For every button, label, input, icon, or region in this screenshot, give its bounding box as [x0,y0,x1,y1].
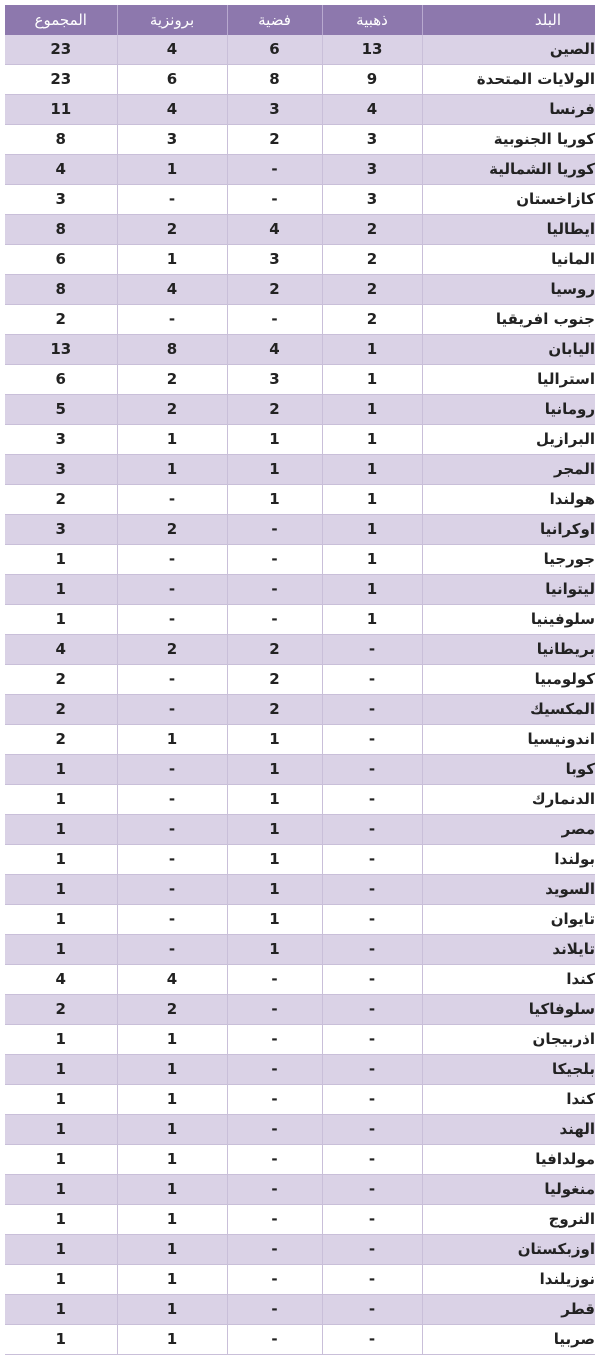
table-row [5,185,595,215]
cell-total: 1 [5,1295,117,1325]
cell-country: بولندا [554,850,595,868]
cell-total: 1 [5,1265,117,1295]
cell-total: 1 [5,1145,117,1175]
cell-total: 2 [5,695,117,725]
cell-bronze: 1 [117,1055,227,1085]
cell-gold: 2 [322,275,422,305]
table-row [5,215,595,245]
cell-bronze: 8 [117,335,227,365]
cell-bronze: - [117,575,227,605]
cell-silver: 1 [227,425,322,455]
cell-gold: 1 [322,515,422,545]
cell-silver: 1 [227,935,322,965]
table-row [5,1235,595,1265]
cell-silver: - [227,185,322,215]
cell-bronze: 2 [117,215,227,245]
cell-total: 3 [5,515,117,545]
cell-total: 1 [5,1325,117,1355]
cell-country: اوكرانيا [539,520,595,538]
table-row [5,635,595,665]
table-row [5,1025,595,1055]
table-row [5,605,595,635]
cell-gold: - [322,1295,422,1325]
header-row [5,5,595,35]
table-row [5,275,595,305]
cell-country: تايوان [550,910,595,928]
cell-total: 1 [5,755,117,785]
table-row [5,965,595,995]
table-header [5,5,595,35]
cell-gold: 1 [322,545,422,575]
table-row [5,245,595,275]
cell-total: 3 [5,425,117,455]
cell-gold: 2 [322,245,422,275]
cell-country: هولندا [549,490,595,508]
cell-bronze: 3 [117,125,227,155]
cell-silver: - [227,1055,322,1085]
cell-bronze: - [117,695,227,725]
cell-silver: - [227,1085,322,1115]
cell-total: 2 [5,305,117,335]
cell-silver: 1 [227,845,322,875]
cell-total: 1 [5,1175,117,1205]
cell-bronze: 2 [117,635,227,665]
cell-silver: 2 [227,665,322,695]
cell-bronze: 1 [117,1025,227,1055]
cell-country: صربيا [553,1330,595,1348]
table-row [5,95,595,125]
cell-country: البرازيل [535,430,595,448]
cell-country: اليابان [548,340,595,358]
cell-total: 5 [5,395,117,425]
table-row [5,935,595,965]
cell-country: رومانيا [544,400,595,418]
cell-gold: - [322,1115,422,1145]
cell-bronze: 1 [117,1145,227,1175]
cell-country: كوبا [565,760,595,778]
cell-total: 1 [5,935,117,965]
cell-silver: 2 [227,275,322,305]
cell-country: المانيا [551,250,595,268]
table-row [5,365,595,395]
cell-gold: - [322,1235,422,1265]
cell-country: مولدافيا [535,1150,595,1168]
cell-gold: - [322,1085,422,1115]
table-row [5,155,595,185]
cell-bronze: - [117,875,227,905]
cell-silver: 1 [227,755,322,785]
cell-silver: 6 [227,35,322,65]
cell-gold: - [322,1025,422,1055]
cell-gold: - [322,665,422,695]
cell-country: بريطانيا [536,640,595,658]
cell-silver: - [227,1295,322,1325]
cell-bronze: 4 [117,95,227,125]
table-row [5,1085,595,1115]
cell-gold: 4 [322,95,422,125]
cell-bronze: 1 [117,1085,227,1115]
table-row [5,545,595,575]
cell-total: 1 [5,1025,117,1055]
cell-silver: 8 [227,65,322,95]
cell-bronze: - [117,605,227,635]
cell-total: 13 [5,335,117,365]
cell-silver: - [227,965,322,995]
cell-gold: 3 [322,125,422,155]
cell-total: 23 [5,35,117,65]
cell-gold: - [322,635,422,665]
cell-gold: 13 [322,35,422,65]
table-row [5,65,595,95]
medal-table [5,5,595,1355]
cell-gold: - [322,1325,422,1355]
cell-total: 8 [5,125,117,155]
cell-silver: - [227,1325,322,1355]
cell-silver: 1 [227,815,322,845]
cell-total: 1 [5,875,117,905]
cell-country: سلوفاكيا [528,1000,595,1018]
cell-country: اندونيسيا [527,730,595,748]
cell-silver: 3 [227,365,322,395]
cell-country: استراليا [537,370,595,388]
cell-silver: 1 [227,905,322,935]
cell-gold: - [322,905,422,935]
table-row [5,1205,595,1235]
cell-gold: 3 [322,185,422,215]
table-row [5,665,595,695]
cell-bronze: 1 [117,1175,227,1205]
cell-bronze: 4 [117,965,227,995]
cell-silver: - [227,305,322,335]
table-row [5,875,595,905]
table-row [5,905,595,935]
table-row [5,845,595,875]
cell-gold: 1 [322,335,422,365]
table-row [5,35,595,65]
cell-bronze: - [117,815,227,845]
cell-bronze: 1 [117,1295,227,1325]
table-row [5,1145,595,1175]
cell-gold: 1 [322,365,422,395]
cell-bronze: 6 [117,65,227,95]
cell-total: 1 [5,1055,117,1085]
cell-gold: - [322,1265,422,1295]
cell-silver: 3 [227,245,322,275]
table-row [5,1295,595,1325]
cell-total: 1 [5,845,117,875]
cell-country: كندا [566,1090,595,1108]
cell-country: كوريا الجنوبية [493,130,595,148]
cell-bronze: 2 [117,995,227,1025]
cell-gold: - [322,1175,422,1205]
cell-country: بلجيكا [551,1060,595,1078]
cell-country: كوريا الشمالية [489,160,595,178]
cell-total: 1 [5,815,117,845]
cell-silver: - [227,155,322,185]
cell-total: 8 [5,215,117,245]
table-row [5,305,595,335]
table-row [5,695,595,725]
cell-total: 1 [5,1115,117,1145]
table-row [5,395,595,425]
cell-gold: 1 [322,575,422,605]
cell-country: قطر [561,1300,595,1318]
cell-gold: - [322,1145,422,1175]
cell-gold: 2 [322,305,422,335]
cell-bronze: - [117,545,227,575]
header-bronze: برونزية [117,5,227,35]
cell-country: جنوب افريقيا [495,310,595,328]
cell-country: ليتوانيا [545,580,595,598]
cell-silver: - [227,995,322,1025]
cell-gold: - [322,1205,422,1235]
cell-gold: - [322,995,422,1025]
cell-bronze: - [117,755,227,785]
cell-bronze: 1 [117,1325,227,1355]
cell-total: 4 [5,965,117,995]
cell-country: سلوفينيا [530,610,595,628]
table-row [5,815,595,845]
cell-total: 23 [5,65,117,95]
cell-gold: 9 [322,65,422,95]
cell-country: منغوليا [544,1180,595,1198]
cell-bronze: 1 [117,1205,227,1235]
cell-total: 3 [5,455,117,485]
table-row [5,575,595,605]
cell-gold: 1 [322,485,422,515]
cell-gold: - [322,695,422,725]
cell-total: 1 [5,545,117,575]
cell-bronze: 1 [117,155,227,185]
cell-country: كازاخستان [516,190,595,208]
cell-total: 4 [5,155,117,185]
cell-silver: - [227,1175,322,1205]
cell-silver: - [227,1115,322,1145]
cell-silver: - [227,1145,322,1175]
cell-bronze: - [117,485,227,515]
cell-bronze: 1 [117,1235,227,1265]
cell-gold: - [322,935,422,965]
cell-country: الهند [559,1120,595,1138]
cell-country: اذربيجان [532,1030,595,1048]
cell-silver: 1 [227,875,322,905]
cell-bronze: 1 [117,245,227,275]
cell-silver: 2 [227,635,322,665]
header-silver: فضية [227,5,322,35]
cell-silver: - [227,515,322,545]
cell-gold: - [322,845,422,875]
table-row [5,515,595,545]
cell-gold: 1 [322,455,422,485]
cell-gold: - [322,725,422,755]
cell-total: 1 [5,1235,117,1265]
cell-total: 4 [5,635,117,665]
table-body [5,35,595,1355]
cell-bronze: 4 [117,35,227,65]
cell-total: 1 [5,575,117,605]
cell-bronze: 1 [117,1115,227,1145]
cell-total: 6 [5,365,117,395]
cell-silver: 2 [227,395,322,425]
cell-silver: 2 [227,125,322,155]
cell-silver: 4 [227,335,322,365]
cell-bronze: 4 [117,275,227,305]
cell-country: تايلاند [552,940,595,958]
cell-total: 1 [5,905,117,935]
cell-bronze: 1 [117,455,227,485]
cell-bronze: - [117,305,227,335]
cell-total: 2 [5,485,117,515]
cell-gold: 1 [322,425,422,455]
cell-country: الصين [549,40,595,58]
table-row [5,1325,595,1355]
header-total: المجموع [5,5,117,35]
cell-bronze: - [117,845,227,875]
cell-silver: 2 [227,695,322,725]
table-row [5,1175,595,1205]
cell-country: المجر [554,460,595,478]
cell-total: 1 [5,605,117,635]
cell-total: 2 [5,725,117,755]
cell-bronze: 1 [117,425,227,455]
cell-bronze: - [117,665,227,695]
cell-gold: 1 [322,395,422,425]
cell-silver: 3 [227,95,322,125]
table-row [5,425,595,455]
cell-total: 1 [5,1085,117,1115]
cell-country: اوزبكستان [517,1240,595,1258]
cell-bronze: - [117,935,227,965]
cell-silver: 4 [227,215,322,245]
cell-total: 3 [5,185,117,215]
header-country: البلد [422,5,595,35]
cell-gold: - [322,965,422,995]
cell-country: المكسيك [530,700,595,718]
cell-country: السويد [545,880,595,898]
table-row [5,335,595,365]
cell-bronze: 1 [117,725,227,755]
cell-silver: 1 [227,485,322,515]
header-gold: ذهبية [322,5,422,35]
cell-silver: - [227,575,322,605]
cell-silver: 1 [227,455,322,485]
table-row [5,755,595,785]
cell-silver: - [227,1025,322,1055]
cell-total: 1 [5,785,117,815]
cell-bronze: 2 [117,365,227,395]
cell-total: 2 [5,995,117,1025]
cell-silver: - [227,1205,322,1235]
table-row [5,1055,595,1085]
table-row [5,725,595,755]
cell-silver: - [227,605,322,635]
cell-country: فرنسا [549,100,595,118]
table-row [5,125,595,155]
cell-gold: - [322,1055,422,1085]
table-row [5,785,595,815]
cell-silver: 1 [227,725,322,755]
cell-country: الولايات المتحدة [476,70,595,88]
cell-country: جورجيا [543,550,595,568]
cell-country: مصر [561,820,595,838]
cell-silver: - [227,1235,322,1265]
cell-gold: 1 [322,605,422,635]
cell-country: كولومبيا [534,670,595,688]
cell-gold: - [322,875,422,905]
cell-gold: 2 [322,215,422,245]
cell-gold: - [322,815,422,845]
cell-bronze: - [117,185,227,215]
cell-country: نوزيلندا [539,1270,595,1288]
table-row [5,1115,595,1145]
cell-silver: 1 [227,785,322,815]
cell-total: 11 [5,95,117,125]
cell-country: كندا [566,970,595,988]
cell-gold: - [322,785,422,815]
cell-country: الدنمارك [531,790,595,808]
table-row [5,455,595,485]
cell-bronze: 2 [117,395,227,425]
cell-total: 1 [5,1205,117,1235]
table-row [5,995,595,1025]
cell-country: روسيا [550,280,595,298]
cell-bronze: 1 [117,1265,227,1295]
cell-silver: - [227,545,322,575]
cell-total: 8 [5,275,117,305]
cell-total: 6 [5,245,117,275]
cell-country: ايطاليا [546,220,595,238]
cell-gold: - [322,755,422,785]
cell-gold: 3 [322,155,422,185]
cell-silver: - [227,1265,322,1295]
cell-country: النروج [548,1210,595,1228]
cell-bronze: - [117,905,227,935]
table-row [5,1265,595,1295]
cell-total: 2 [5,665,117,695]
table-row [5,485,595,515]
cell-bronze: 2 [117,515,227,545]
cell-bronze: - [117,785,227,815]
